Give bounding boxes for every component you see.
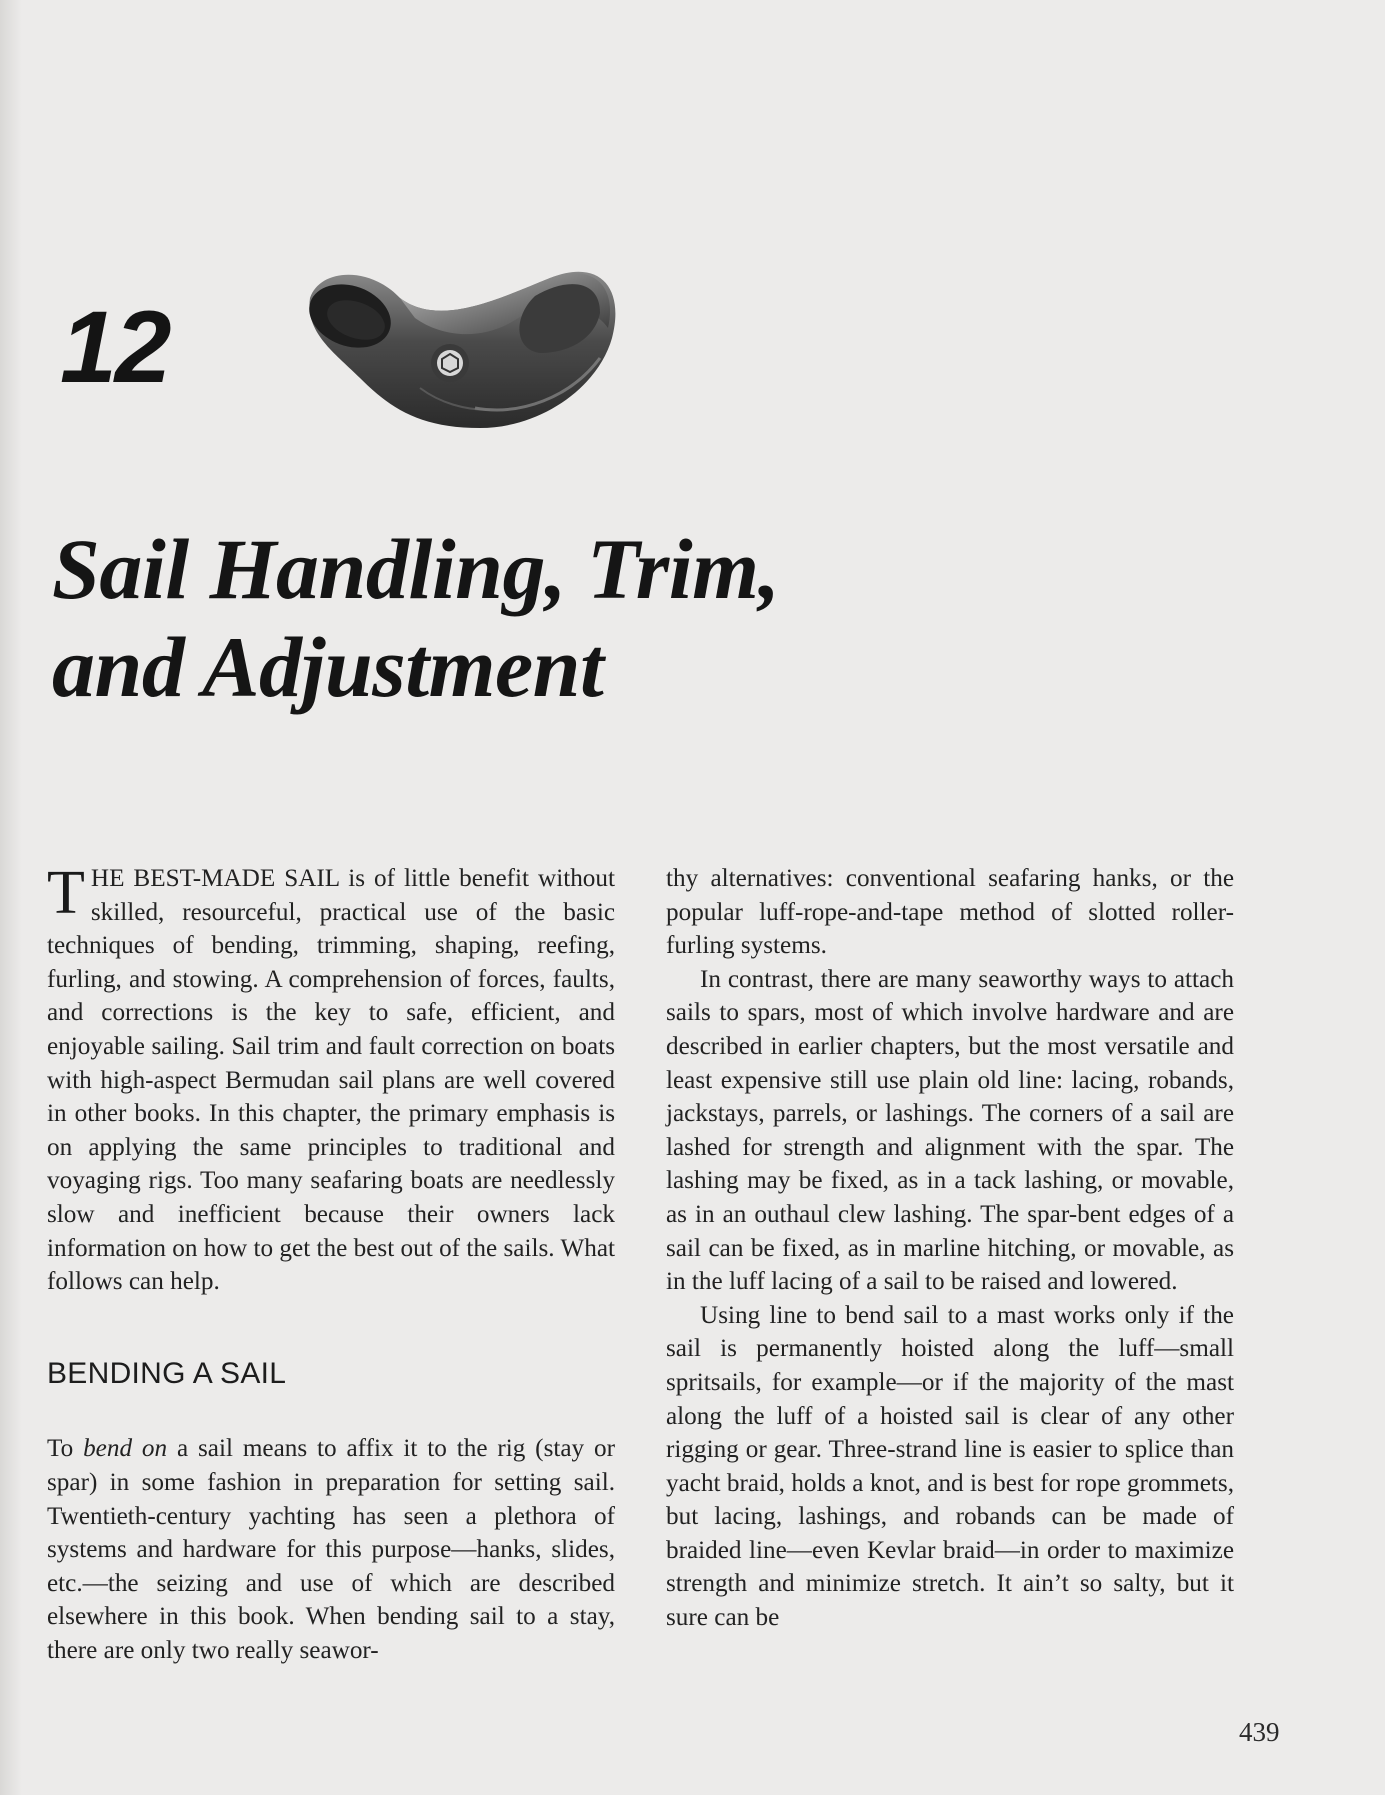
left-text-column [47, 859, 615, 1667]
bending-paragraph-lead: To [47, 1435, 84, 1463]
intro-paragraph-text: HE BEST-MADE SAIL is of little benefit without skilled, resourceful, practical use of the basic techniques of bending, trimming, shaping, reefing, furling, and stowing. A comprehension of forces, faults, and corrections is the key to safe, efficient, and enjoyable sailing. Sail trim and fault correction on boats with high-aspect Bermudan sail plans are well covered in other books. In this chapter, the primary emphasis is on applying the same principles to traditional and voyaging rigs. Too many seafaring boats are needlessly slow and inefficient because their owners lack information on how to get the best out of the sails. What follows can help. [47, 865, 615, 1296]
bending-paragraph-text: a sail means to affix it to the rig (stay or spar) in some fashion in preparation for setting sail. Twentieth-century yachting has seen a plethora of systems and hardware for this purpose—hanks, slides, etc.—the seizing and use of which are described elsewhere in this book. When bending sail to a stay, there are only two really seawor- [47, 1435, 615, 1664]
sail-thimble-illustration [300, 258, 630, 438]
page-number: 439 [1239, 1717, 1280, 1747]
spars-paragraph: In contrast, there are many seaworthy ways to attach sails to spars, most of which involve hardware and are described in earlier chapters, but the most versatile and least expensive still use plain old line: lacing, robands, jackstays, parrels, or lashings. The corners of a sail are lashed for strength and alignment with the spar. The lashing may be fixed, as in a tack lashing, or movable, as in an outhaul clew lashing. The spar-bent edges of a sail can be fixed, as in marline hitching, or movable, as in the luff lacing of a sail to be raised and lowered. [666, 965, 1234, 1296]
drop-cap: T [47, 859, 85, 927]
continued-paragraph: thy alternatives: conventional seafaring hanks, or the popular luff-rope-and-tape method of slotted roller-furling systems. [666, 865, 1234, 960]
italic-term: bend on [83, 1435, 168, 1463]
intro-paragraph [47, 859, 615, 1299]
chapter-number: 12 [60, 290, 170, 404]
chapter-title-line-2: and Adjustment [52, 619, 604, 715]
bending-paragraph [47, 1432, 615, 1667]
chapter-title [52, 520, 780, 716]
chapter-title-line-1: Sail Handling, Trim, [52, 521, 780, 617]
right-text-column [666, 862, 1234, 1635]
line-paragraph: Using line to bend sail to a mast works only if the sail is permanently hoisted along the luff—small spritsails, for example—or if the majority of the mast along the luff of a hoisted sail is clear of any other rigging or gear. Three-strand line is easier to splice than yacht braid, holds a knot, and is best for rope grommets, but lacing, lashings, and robands can be made of braided line—even Kevlar braid—in order to maximize strength and minimize stretch. It ain’t so salty, but it sure can be [666, 1301, 1234, 1632]
section-heading: BENDING A SAIL [47, 1356, 287, 1390]
page-gutter-shadow [0, 0, 22, 1795]
